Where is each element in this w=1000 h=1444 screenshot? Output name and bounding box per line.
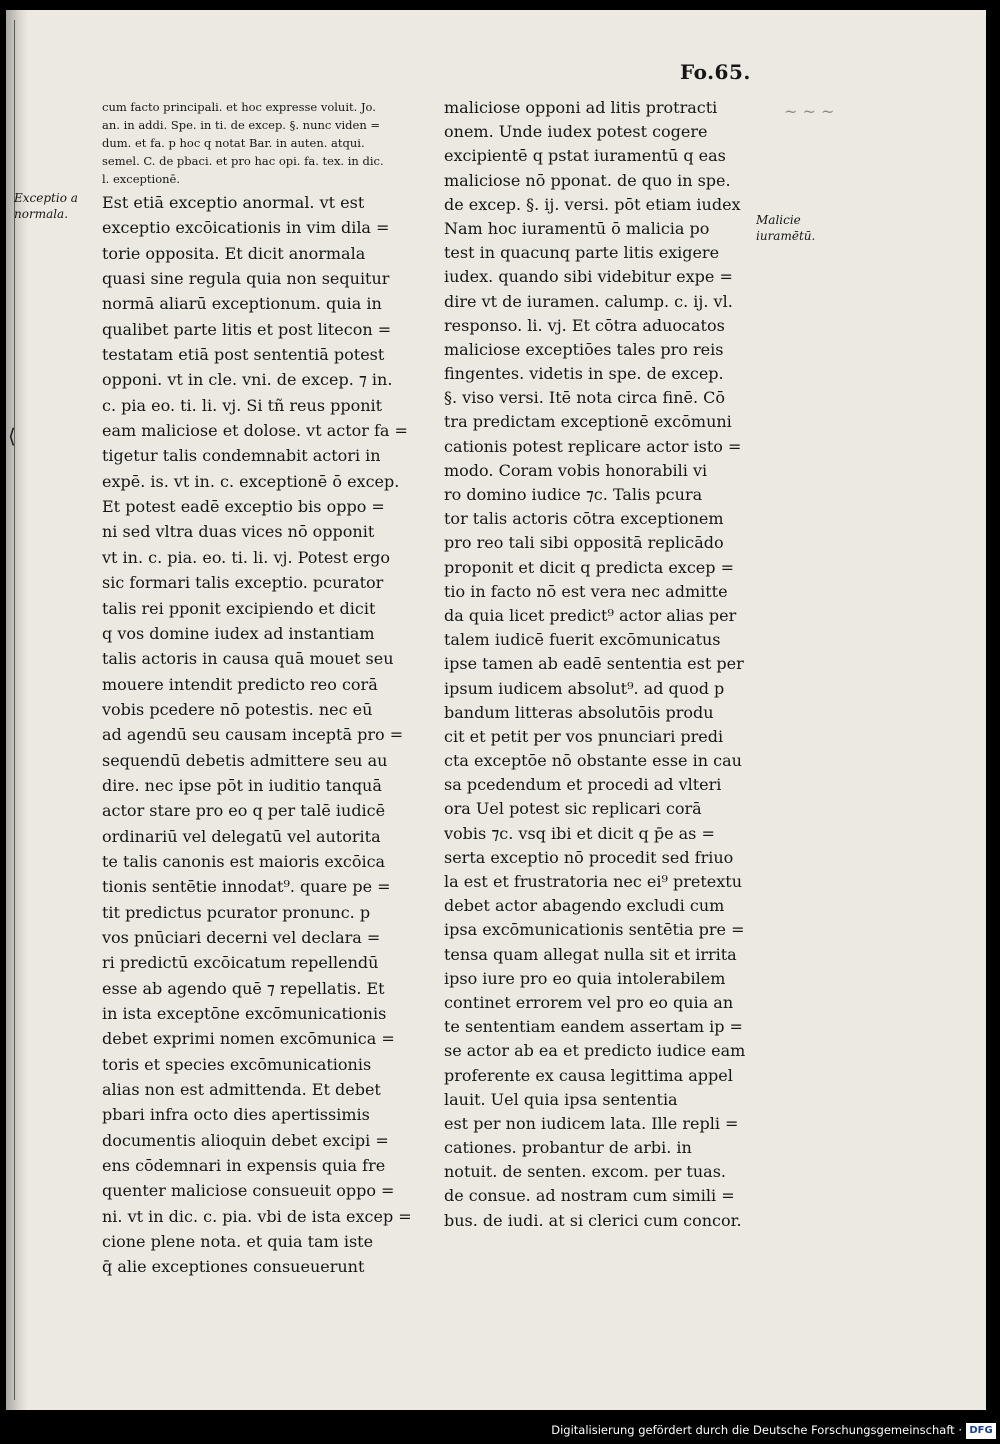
left-column-intro [102,98,422,188]
folio-number: Fo.65. [680,60,751,84]
text-line: ens cōdemnari in expensis quia fre [102,1156,386,1176]
text-line: cit et petit per vos pnunciari predi [444,726,724,746]
scanned-page [6,10,986,1410]
text-line: ipso iure pro eo quia intolerabilem [444,968,726,988]
text-line: de consue. ad nostram cum simili = [444,1186,735,1206]
text-line: debet actor abagendo excludi cum [444,896,725,916]
text-line: quasi sine regula quia non sequitur [102,269,390,289]
page-edge-mark: ⟨ [8,424,16,448]
text-line: responso. li. vj. Et cōtra aduocatos [444,315,725,335]
text-line: se actor ab ea et predicto iudice eam [444,1041,746,1061]
text-line: expē. is. vt in. c. exceptionē ō excep. [102,471,400,491]
text-line: ro domino iudice ⁊c. Talis pcura [444,485,703,504]
dfg-logo: DFG [966,1423,996,1439]
text-line: l. exceptionē. [102,172,180,186]
text-line: lauit. Uel quia ipsa sententia [444,1089,678,1109]
text-line: talis actoris in causa quā mouet seu [102,649,394,669]
margin-note-right: Malicie iuramētū. [756,213,816,243]
text-line: ni. vt in dic. c. pia. vbi de ista excep = [102,1206,412,1226]
text-line: vos pnūciari decerni vel declara = [102,927,381,947]
text-line: vobis ⁊c. vsq ibi et dicit q p̄e as = [444,823,715,843]
text-line: toris et species excōmunicationis [102,1054,372,1074]
text-line: maliciose exceptiōes tales pro reis [444,339,724,359]
text-line: exceptio excōicationis in vim dila = [102,218,390,238]
text-line: talis rei pponit excipiendo et dicit [102,598,376,618]
text-line: dire. nec ipse pōt in iuditio tanquā [102,775,382,795]
text-line: torie opposita. Et dicit anormala [102,243,366,263]
text-line: ri predictū excōicatum repellendū [102,953,379,973]
text-line: notuit. de senten. excom. per tuas. [444,1162,726,1182]
text-line: cum facto principali. et hoc expresse voluit. Jo. [102,100,376,114]
text-line: ora Uel potest sic replicari corā [444,799,702,819]
text-line: cationis potest replicare actor isto = [444,436,742,456]
text-line: tigetur talis condemnabit actori in [102,446,381,466]
text-line: da quia licet predict⁹ actor alias per [444,605,737,625]
text-line: maliciose nō pponat. de quo in spe. [444,170,731,190]
text-line: cta exceptōe nō obstante esse in cau [444,751,742,771]
text-line: proponit et dicit q predicta excep = [444,557,734,577]
text-line: opponi. vt in cle. vni. de excep. ⁊ in. [102,370,393,390]
margin-note-left: Exceptio a normala. [14,191,78,221]
text-line: ni sed vltra duas vices nō opponit [102,522,375,542]
text-line: quenter maliciose consueuit oppo = [102,1181,395,1201]
text-line: tra predictam exceptionē excōmuni [444,412,732,432]
text-line: vobis pcedere nō potestis. nec eū [102,699,373,719]
text-line: ad agendū seu causam inceptā pro = [102,725,404,745]
footer-credit-text: Digitalisierung gefördert durch die Deutsche Forschungsgemeinschaft · [551,1423,962,1437]
right-column [444,96,764,1233]
text-line: la est et frustratoria nec ei⁹ pretextu [444,872,742,891]
text-line: est per non iudicem lata. Ille repli = [444,1113,739,1133]
text-line: dire vt de iuramen. calump. c. ij. vl. [444,291,733,311]
text-line: in ista exceptōne excōmunicationis [102,1004,387,1023]
text-line: q vos domine iudex ad instantiam [102,623,375,643]
text-line: tit predictus pcurator pronunc. p [102,902,371,922]
text-line: iudex. quando sibi videbitur expe = [444,267,733,287]
text-line: Et potest eadē exceptio bis oppo = [102,497,385,517]
text-line: Nam hoc iuramentū ō malicia po [444,218,710,238]
text-line: Est etiā exceptio anormal. vt est [102,193,365,212]
text-line: continet errorem vel pro eo quia an [444,992,734,1012]
text-line: pro reo tali sibi oppositā replicādo [444,533,724,553]
text-line: q̄ alie exceptiones consueuerunt [102,1257,365,1277]
text-line: alias non est admittenda. Et debet [102,1080,381,1100]
text-line: onem. Unde iudex potest cogere [444,122,708,142]
footer-bar [0,1420,1000,1444]
text-line: ipsa excōmunicationis sentētia pre = [444,920,745,940]
text-line: cione plene nota. et quia tam iste [102,1232,374,1252]
text-line: eam maliciose et dolose. vt actor fa = [102,421,408,441]
text-line: cationes. probantur de arbi. in [444,1138,692,1158]
left-column [102,190,422,1280]
text-line: ipsum iudicem absolut⁹. ad quod p [444,678,725,698]
text-line: semel. C. de pbaci. et pro hac opi. fa. tex. in dic. [102,154,384,168]
text-line: tionis sentētie innodat⁹. quare pe = [102,877,391,897]
text-line: qualibet parte litis et post litecon = [102,319,392,339]
text-line: normā aliarū exceptionum. quia in [102,294,382,314]
text-line: modo. Coram vobis honorabili vi [444,460,708,480]
text-line: bandum litteras absolutōis produ [444,702,714,722]
text-line: ipse tamen ab eadē sententia est per [444,654,744,674]
text-line: dum. et fa. p hoc q notat Bar. in auten. atqui. [102,136,365,150]
margin-note-right-top: ~ ~ ~ [784,102,835,121]
text-line: sic formari talis exceptio. pcurator [102,573,384,593]
text-line: te sententiam eandem assertam ip = [444,1017,743,1037]
text-line: an. in addi. Spe. in ti. de excep. §. nunc viden = [102,118,381,132]
gutter-edge-line [14,20,15,1400]
text-line: maliciose opponi ad litis protracti [444,98,718,117]
text-line: excipientē q pstat iuramentū q eas [444,146,726,166]
text-line: test in quacunq parte litis exigere [444,243,720,263]
text-line: ordinariū vel delegatū vel autorita [102,826,381,846]
text-line: tio in facto nō est vera nec admitte [444,581,728,601]
text-line: proferente ex causa legittima appel [444,1065,733,1085]
text-line: testatam etiā post sententiā potest [102,345,385,365]
text-line: bus. de iudi. at si clerici cum concor. [444,1210,742,1230]
text-line: c. pia eo. ti. li. vj. Si tñ reus pponit [102,395,383,415]
text-line: te talis canonis est maioris excōica [102,851,386,871]
text-line: pbari infra octo dies apertissimis [102,1105,370,1125]
text-line: actor stare pro eo q per talē iudicē [102,801,386,821]
text-line: tor talis actoris cōtra exceptionem [444,509,724,529]
text-line: esse ab agendo quē ⁊ repellatis. Et [102,978,385,998]
text-line: mouere intendit predicto reo corā [102,674,378,694]
text-line: sequendū debetis admittere seu au [102,750,388,770]
text-line: vt in. c. pia. eo. ti. li. vj. Potest ergo [102,547,391,567]
text-line: de excep. §. ij. versi. pōt etiam iudex [444,194,741,214]
text-line: documentis alioquin debet excipi = [102,1130,389,1150]
text-line: debet exprimi nomen excōmunica = [102,1029,395,1049]
text-line: §. viso versi. Itē nota circa finē. Cō [444,388,726,408]
text-line: talem iudicē fuerit excōmunicatus [444,630,721,650]
text-line: sa pcedendum et procedi ad vlteri [444,775,722,795]
text-line: serta exceptio nō procedit sed friuo [444,847,734,867]
text-line: tensa quam allegat nulla sit et irrita [444,944,737,964]
text-line: fingentes. videtis in spe. de excep. [444,364,724,384]
